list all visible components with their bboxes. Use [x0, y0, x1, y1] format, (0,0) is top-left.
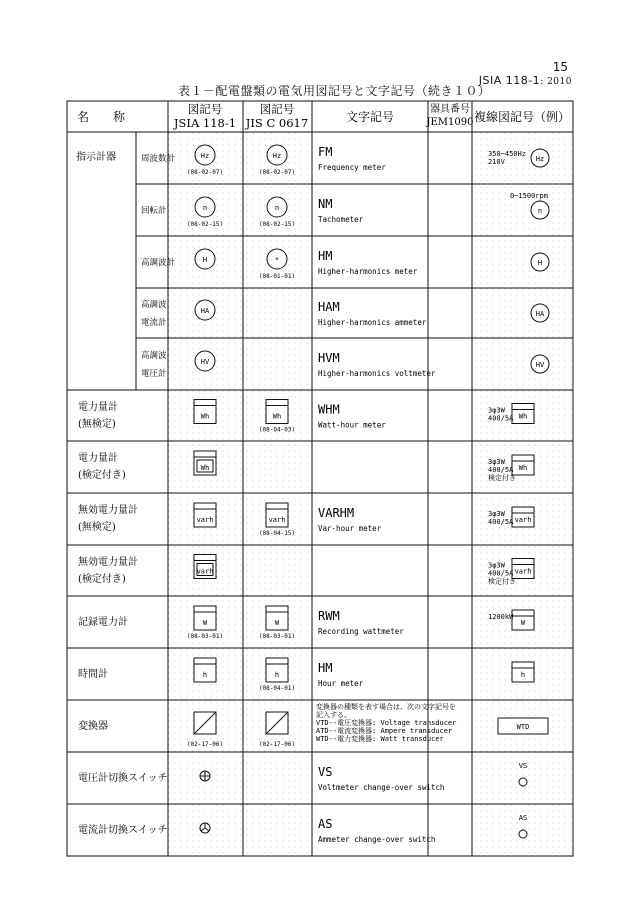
row-freq-example-rating: 350~450Hz — [488, 150, 526, 158]
row-rwm-jis-code: (08-03-01) — [258, 633, 296, 640]
row-trans-note: WTD--電力変換器: Watt transducer — [316, 735, 444, 743]
header-name: 名 称 — [76, 110, 126, 124]
row-tacho-jis-code: (08-02-15) — [258, 221, 296, 228]
row-as-example-switch — [519, 830, 527, 838]
row-ham-jsia-symbol-label: HA — [200, 307, 210, 315]
row-whm-name: 電力量計 — [78, 402, 118, 413]
row-varh2-example-note: 検定付き — [488, 577, 516, 586]
row-ham-english: Higher-harmonics ammeter — [318, 318, 427, 327]
row-hm-subname: 高調波計 — [141, 258, 176, 268]
row-whm2-example-symbol-label: Wh — [518, 464, 528, 472]
row-trans-note: ATD--電流変換器: Ampere transducer — [316, 727, 453, 735]
row-freq-jis-symbol-label: Hz — [272, 152, 282, 160]
standard-year: : 2010 — [540, 77, 572, 87]
row-ham-letter: HAM — [318, 300, 340, 314]
row-hm-english: Higher-harmonics meter — [318, 267, 418, 276]
row-varh-letter: VARHM — [318, 506, 355, 520]
row-tacho-jsia-symbol-label: n — [202, 204, 208, 212]
row-trans-note: 記入する。 — [316, 711, 351, 719]
row-ham-subname: 高調波 — [141, 300, 167, 310]
dotted-cell-bg — [243, 804, 312, 856]
row-tacho-jsia-code: (08-02-15) — [186, 221, 224, 228]
table-caption: 表１－配電盤類の電気用図記号と文字記号（続き１０） — [178, 84, 491, 98]
row-varh-jis-symbol-label: varh — [268, 516, 286, 524]
header-jem: 器具番号 — [430, 104, 470, 115]
row-varh2-example-rating: 3φ3W — [488, 561, 505, 570]
row-freq-jsia-symbol-label: Hz — [200, 152, 210, 160]
row-whm2-example-note: 検定付き — [488, 474, 516, 482]
row-hvm-jsia-symbol-label: HV — [200, 358, 210, 366]
row-hour-jis-code: (08-04-01) — [258, 685, 296, 692]
row-ham-subname: 電流計 — [141, 318, 167, 328]
row-whm-jis-symbol-label: Wh — [272, 412, 282, 421]
row-whm-example-rating2: 400/5A — [488, 414, 514, 423]
row-whm-jsia-symbol-label: Wh — [200, 412, 210, 421]
row-trans-jsia-code: (02-17-06) — [186, 741, 224, 748]
dotted-cell-bg — [243, 752, 312, 804]
dotted-cell-bg — [472, 288, 573, 338]
row-rwm-name: 記録電力計 — [78, 617, 128, 628]
row-whm2-name: 電力量計 — [78, 453, 118, 464]
row-freq-example-label: Hz — [535, 155, 545, 163]
row-varh2-name: (検定付き) — [78, 574, 126, 585]
dotted-cell-bg — [472, 236, 573, 288]
row-tacho-example-rating: 0~1500rpm — [510, 192, 548, 200]
row-rwm-jis-symbol-label: W — [274, 619, 280, 627]
row-varh-example-rating: 3φ3W — [488, 510, 505, 518]
dotted-cell-bg — [472, 338, 573, 390]
row-hm-letter: HM — [318, 249, 333, 263]
row-hour-jsia-symbol-label: h — [202, 671, 208, 679]
row-whm2-jsia-symbol-label: Wh — [200, 464, 210, 472]
header-letter: 文字記号 — [345, 110, 395, 124]
row-hm-jis-code: (08-01-01) — [258, 273, 296, 280]
row-varh2-jsia-symbol-label: varh — [196, 567, 214, 576]
row-trans-example-label: WTD — [516, 723, 530, 731]
row-as-letter: AS — [318, 817, 333, 831]
row-varh2-name: 無効電力量計 — [78, 557, 138, 568]
row-whm-english: Watt-hour meter — [318, 420, 386, 430]
row-hour-example-symbol-label: h — [520, 671, 526, 679]
row-hour-jis-symbol-label: h — [274, 671, 280, 679]
row-as-example-label: AS — [518, 814, 528, 822]
row-hvm-example-label: HV — [535, 361, 545, 369]
row-freq-english: Frequency meter — [318, 163, 386, 172]
dotted-cell-bg — [243, 545, 312, 596]
row-varh-english: Var-hour meter — [318, 524, 382, 533]
row-trans-note: 変換器の種類を表す場合は、次の文字記号を — [316, 703, 456, 711]
row-hvm-subname: 高調波 — [141, 351, 167, 361]
row-hm-example-label: H — [537, 259, 543, 267]
row-whm-letter: WHM — [318, 402, 340, 417]
row-trans-jis-code: (02-17-06) — [258, 741, 296, 748]
row-ham-example-label: HA — [535, 310, 545, 318]
row-hour-english: Hour meter — [318, 679, 364, 688]
dotted-cell-bg — [243, 441, 312, 493]
row-hm-jsia-symbol-label: H — [202, 256, 208, 264]
row-whm2-example-rating2: 400/5A — [488, 466, 514, 474]
row-hour-name: 時間計 — [78, 669, 108, 680]
row-whm-name: (無検定) — [78, 419, 116, 430]
row-varh-example-symbol-label: varh — [514, 516, 532, 524]
header-jis: 図記号 — [259, 102, 295, 116]
row-whm2-name: (検定付き) — [78, 470, 126, 481]
row-whm2-example-rating: 3φ3W — [488, 458, 505, 466]
row-varh-name: 無効電力量計 — [78, 505, 138, 516]
row-as-english: Ammeter change-over switch — [318, 835, 436, 844]
row-varh2-example-rating2: 400/5A — [488, 569, 514, 578]
row-rwm-jsia-symbol-label: W — [202, 619, 208, 627]
row-tacho-letter: NM — [318, 197, 333, 211]
row-vs-name: 電圧計切換スイッチ — [78, 773, 168, 784]
header-multi: 複線図記号（例） — [473, 110, 571, 124]
row-rwm-jsia-code: (08-03-01) — [186, 633, 224, 640]
row-varh-jis-code: (08-04-15) — [258, 530, 296, 537]
row-vs-english: Voltmeter change-over switch — [318, 783, 445, 792]
row-vs-example-switch — [519, 778, 527, 786]
row-freq-jsia-code: (08-02-07) — [186, 169, 224, 176]
row-vs-letter: VS — [318, 765, 333, 779]
row-as-name: 電流計切換スイッチ — [78, 825, 168, 836]
dotted-cell-bg — [243, 288, 312, 338]
row-freq-jis-code: (08-02-07) — [258, 169, 296, 176]
row-tacho-subname: 回転計 — [141, 206, 167, 216]
header-jsia: 図記号 — [187, 102, 223, 116]
row-freq-example-rating2: 210V — [488, 158, 505, 166]
group-indicating-instruments: 指示計器 — [76, 152, 116, 163]
row-varh-example-rating2: 400/5A — [488, 518, 514, 526]
row-whm-jis-code: (08-04-03) — [258, 426, 296, 434]
row-whm-example-rating: 3φ3W — [488, 406, 505, 415]
row-freq-letter: FM — [318, 145, 333, 159]
row-tacho-jis-symbol-label: n — [274, 204, 280, 212]
row-tacho-example-label: n — [537, 207, 543, 215]
header-jsia: JSIA 118-1 — [173, 116, 237, 130]
dotted-cell-bg — [243, 338, 312, 390]
row-tacho-english: Tachometer — [318, 215, 364, 224]
row-freq-subname: 周波数計 — [141, 154, 176, 164]
row-hvm-subname: 電圧計 — [141, 369, 167, 379]
row-trans-note: VTD--電圧変換器: Voltage transducer — [316, 719, 457, 727]
row-rwm-example-rating: 1200kW — [488, 613, 514, 621]
row-hm-jis-symbol-label: * — [274, 256, 280, 264]
row-hvm-english: Higher-harmonics voltmeter — [318, 369, 436, 378]
row-rwm-example-symbol-label: W — [520, 619, 526, 627]
row-hour-letter: HM — [318, 661, 333, 675]
header-jis: JIS C 0617 — [245, 116, 309, 130]
row-rwm-english: Recording wattmeter — [318, 627, 404, 636]
row-varh-jsia-symbol-label: varh — [196, 516, 214, 524]
row-vs-example-label: VS — [518, 762, 528, 770]
standard-id: JSIA 118-1 — [478, 74, 541, 87]
row-rwm-letter: RWM — [318, 609, 340, 623]
header-jem: JEM1090 — [426, 117, 474, 128]
row-varh-name: (無検定) — [78, 522, 116, 533]
row-whm-example-symbol-label: Wh — [518, 412, 528, 421]
row-trans-name: 変換器 — [78, 721, 108, 732]
page-number: 15 — [552, 60, 568, 74]
row-varh2-example-symbol-label: varh — [514, 567, 532, 576]
row-hvm-letter: HVM — [318, 351, 340, 365]
